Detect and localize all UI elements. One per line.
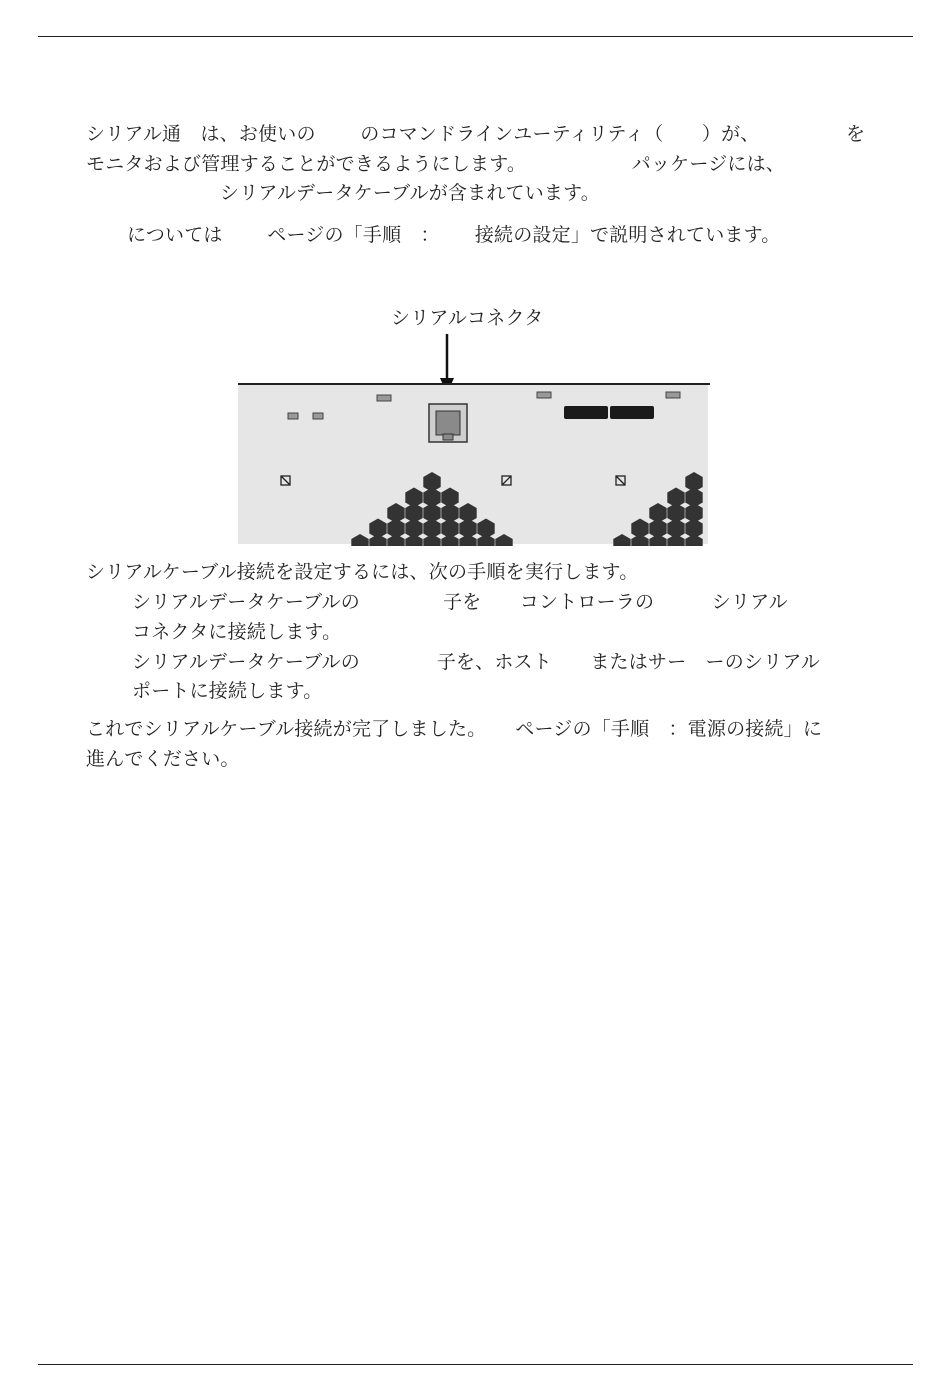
steps-intro: シリアルケーブル接続を設定するには、次の手順を実行します。 xyxy=(86,561,639,583)
intro-line-2: モニタおよび管理することができるようにします。 パッケージには、 xyxy=(86,153,786,175)
step-2-line-1: シリアルデータケーブルの 子を、ホスト またはサー ーのシリアル xyxy=(132,651,820,673)
conclusion-line-1: これでシリアルケーブル接続が完了しました。 ページの「手順 ：電源の接続」に xyxy=(86,718,823,740)
header-rule xyxy=(38,36,913,37)
serial-connector-port xyxy=(429,404,467,442)
reference-note: については ページの「手順 ： 接続の設定」で説明されています。 xyxy=(127,224,781,246)
host-port-2 xyxy=(610,406,654,419)
led-1 xyxy=(288,413,298,419)
step-1-line-2: コネクタに接続します。 xyxy=(132,621,342,643)
serial-connector-callout: シリアルコネクタ xyxy=(391,307,544,329)
controller-rear-panel-figure xyxy=(236,300,712,550)
led-4 xyxy=(537,392,551,398)
conclusion-line-2: 進んでください。 xyxy=(86,748,240,770)
intro-line-3: シリアルデータケーブルが含まれています。 xyxy=(220,182,601,204)
led-5 xyxy=(666,392,680,398)
step-2-line-2: ポートに接続します。 xyxy=(132,680,323,702)
host-port-1 xyxy=(564,406,608,419)
rear-panel-illustration xyxy=(236,300,712,546)
step-1-line-1: シリアルデータケーブルの 子を コントローラの シリアル xyxy=(132,591,788,613)
led-2 xyxy=(313,413,323,419)
footer-rule xyxy=(38,1364,913,1365)
intro-line-1: シリアル通 は、お使いの のコマンドラインユーティリティ（ ）が、 を xyxy=(86,123,866,145)
led-3 xyxy=(377,395,391,401)
